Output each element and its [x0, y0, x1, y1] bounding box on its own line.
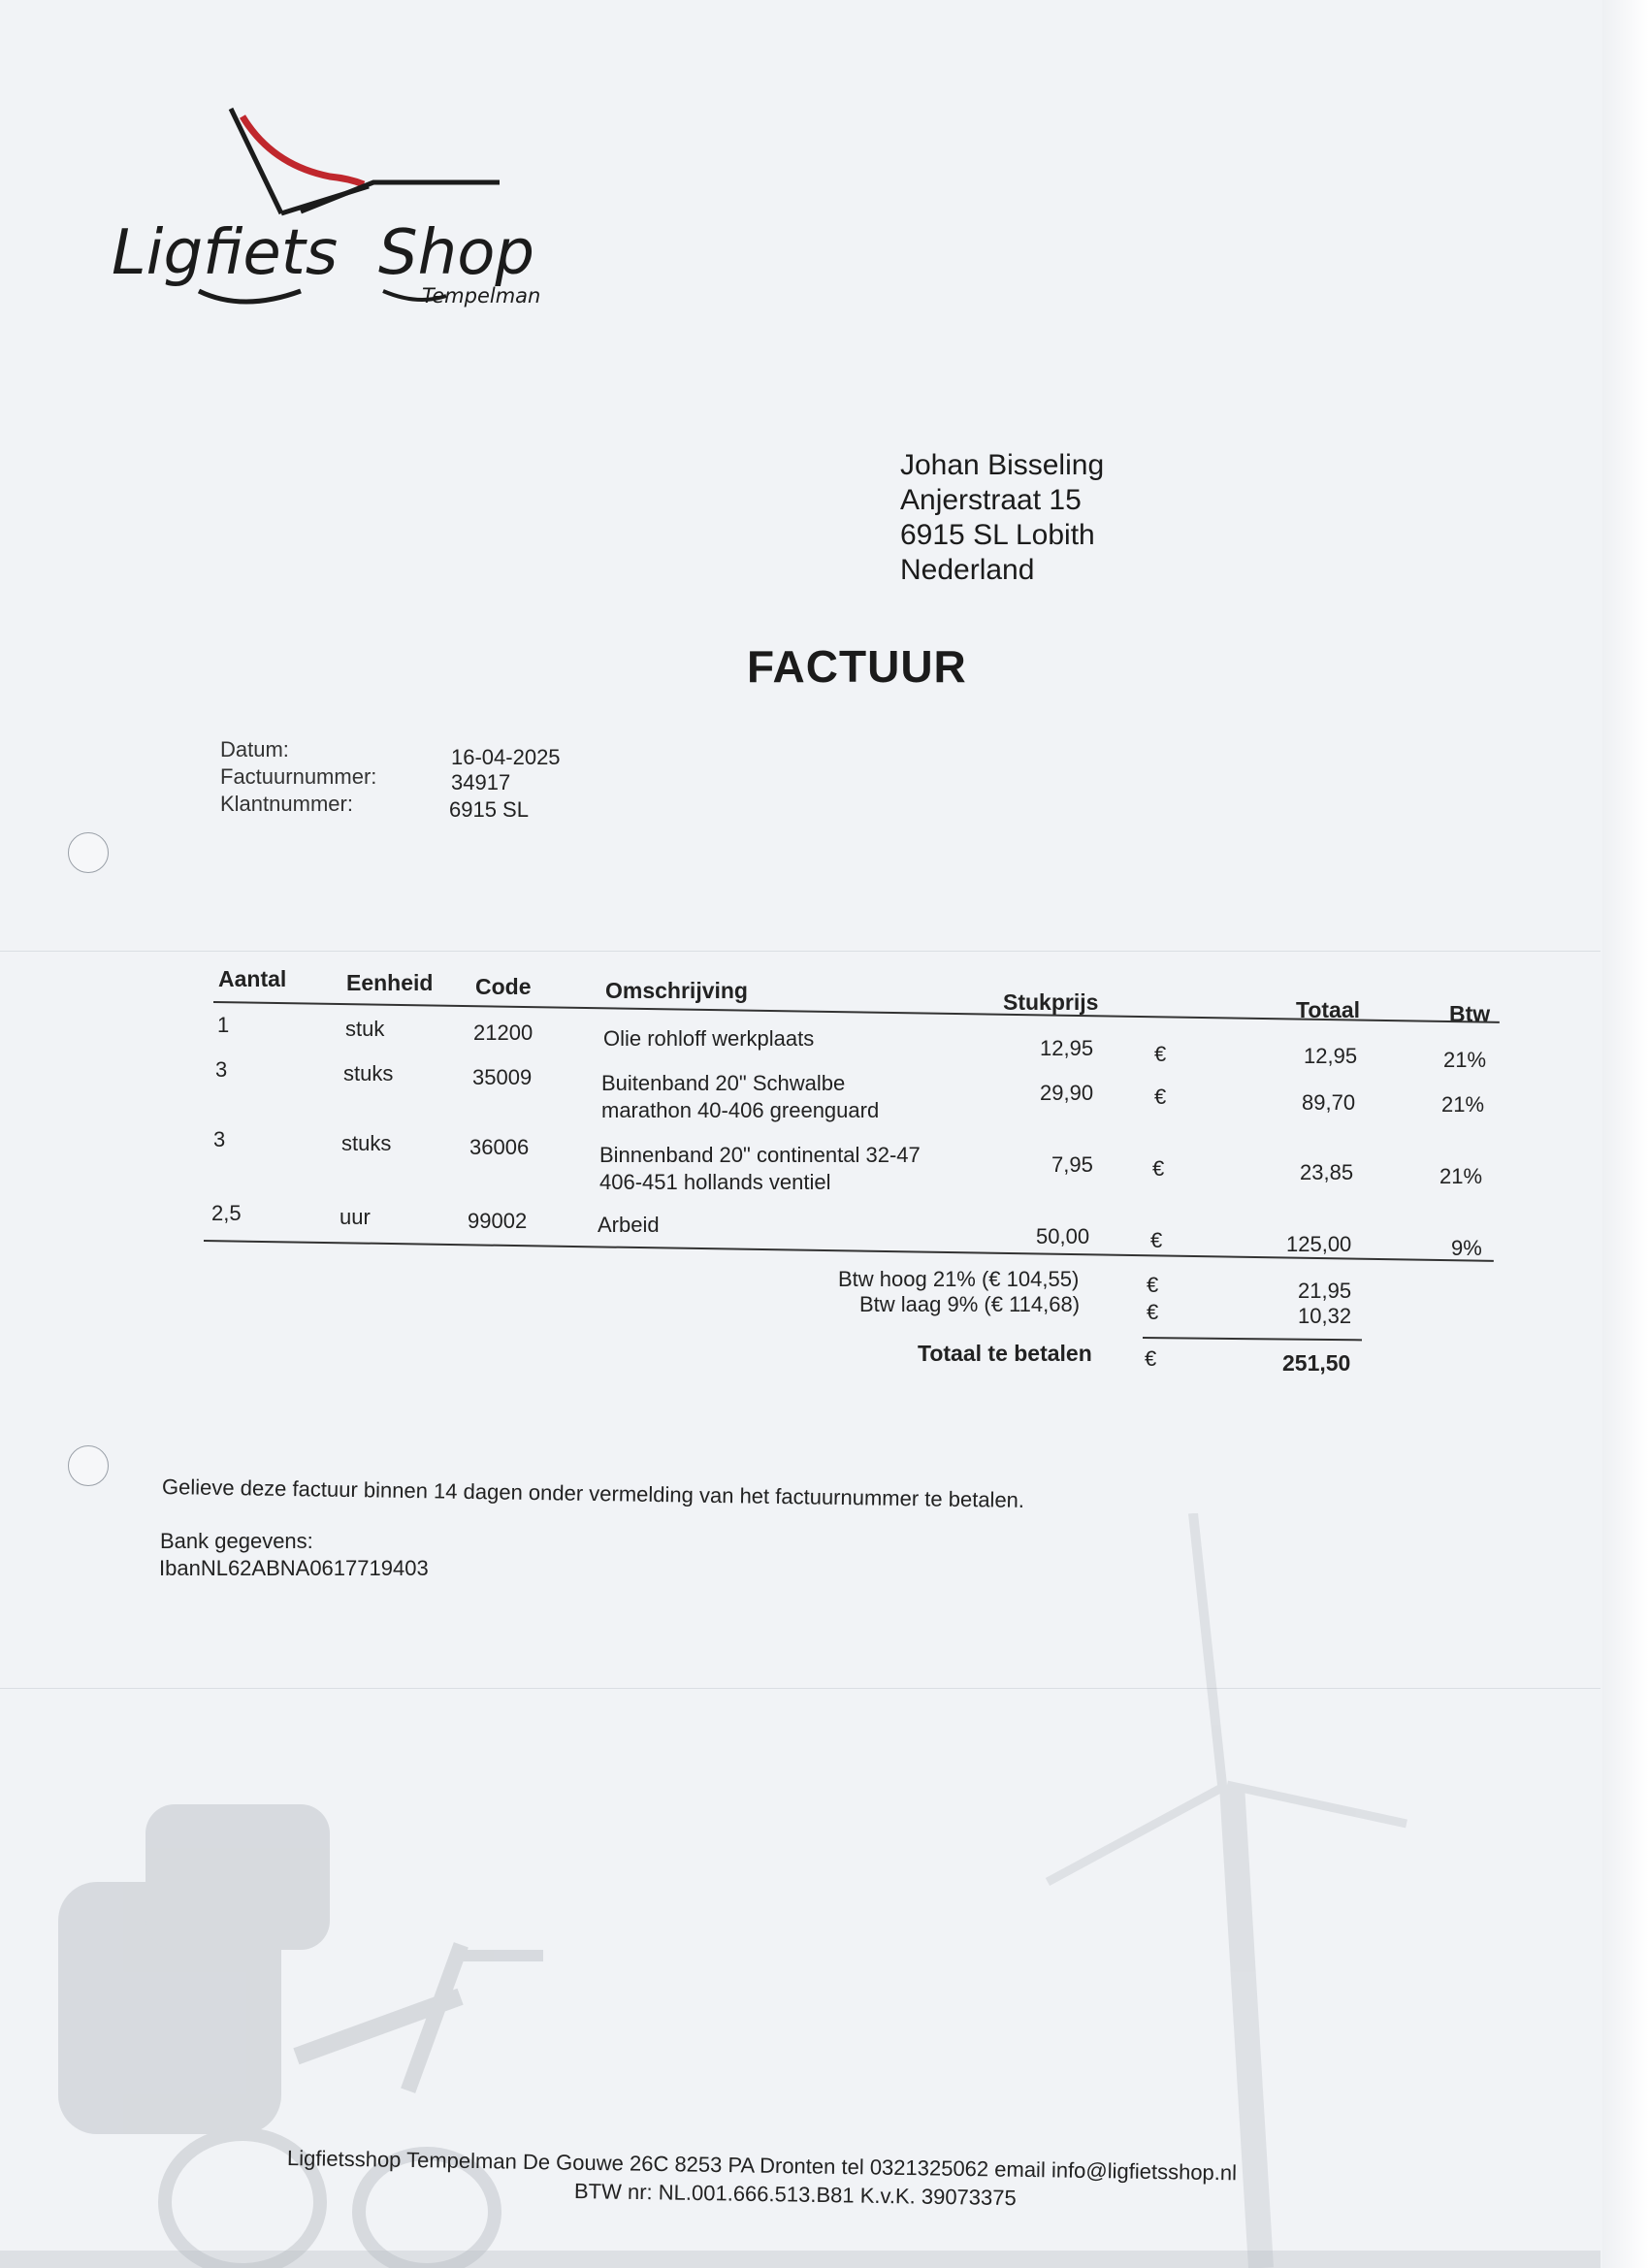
row-code: 35009: [472, 1065, 533, 1089]
total-label: Totaal te betalen: [918, 1341, 1092, 1366]
btw-high-currency: €: [1147, 1273, 1159, 1297]
row-eenheid: stuks: [343, 1061, 394, 1085]
logo-text-shop: Shop: [378, 217, 534, 289]
row-currency: €: [1150, 1228, 1163, 1252]
row-totaal: 125,00: [1286, 1232, 1352, 1256]
row-totaal: 12,95: [1304, 1044, 1358, 1068]
customer-number-value: 6915 SL: [449, 797, 529, 822]
total-rule: [1143, 1337, 1362, 1341]
btw-high-value: 21,95: [1298, 1279, 1352, 1303]
row-totaal: 23,85: [1300, 1160, 1354, 1184]
invoice-number-label: Factuurnummer:: [220, 764, 377, 789]
invoice-number-value: 34917: [451, 770, 511, 794]
row-code: 21200: [473, 1021, 534, 1045]
row-stukprijs: 7,95: [1051, 1152, 1093, 1177]
recipient-address: [900, 448, 1104, 588]
bank-label: Bank gegevens:: [160, 1529, 313, 1553]
column-header-code: Code: [475, 974, 532, 999]
document-title: FACTUUR: [747, 641, 967, 692]
row-btw: 21%: [1439, 1164, 1483, 1188]
punch-hole: [68, 832, 109, 873]
row-btw: 21%: [1441, 1092, 1485, 1117]
logo-text-sub: Tempelman: [422, 284, 541, 308]
row-stukprijs: 12,95: [1040, 1036, 1094, 1060]
row-omschrijving-line2: marathon 40-406 greenguard: [601, 1098, 880, 1122]
row-currency: €: [1152, 1156, 1165, 1181]
row-totaal: 89,70: [1302, 1090, 1356, 1115]
row-eenheid: stuk: [345, 1017, 385, 1041]
recipient-name: Johan Bisseling: [900, 449, 1105, 481]
row-eenheid: stuks: [341, 1131, 392, 1155]
column-header-btw: Btw: [1449, 1001, 1491, 1026]
row-code: 99002: [468, 1209, 528, 1233]
row-omschrijving: Olie rohloff werkplaats: [603, 1026, 815, 1051]
row-omschrijving-line2: 406-451 hollands ventiel: [599, 1170, 831, 1194]
ligfiets-shop-logo: [107, 97, 572, 320]
row-aantal: 2,5: [211, 1201, 242, 1225]
row-stukprijs: 50,00: [1036, 1224, 1090, 1248]
customer-number-label: Klantnummer:: [220, 792, 353, 816]
row-aantal: 3: [213, 1127, 226, 1151]
btw-low-value: 10,32: [1298, 1304, 1352, 1328]
row-omschrijving: Buitenband 20" Schwalbe: [601, 1071, 846, 1095]
btw-low-label: Btw laag 9% (€ 114,68): [859, 1292, 1081, 1316]
btw-high-label: Btw hoog 21% (€ 104,55): [838, 1267, 1080, 1291]
row-omschrijving: Binnenband 20" continental 32-47: [599, 1143, 921, 1167]
recipient-country: Nederland: [900, 554, 1035, 586]
total-currency: €: [1145, 1346, 1157, 1371]
punch-hole: [68, 1445, 109, 1486]
row-btw: 9%: [1451, 1236, 1482, 1260]
date-label: Datum:: [220, 737, 289, 761]
column-header-stukprijs: Stukprijs: [1003, 989, 1099, 1015]
column-header-aantal: Aantal: [218, 966, 287, 991]
btw-low-currency: €: [1147, 1300, 1159, 1324]
row-currency: €: [1154, 1042, 1167, 1066]
column-header-eenheid: Eenheid: [346, 970, 434, 995]
logo-text-main: Ligfiets: [112, 217, 339, 289]
row-code: 36006: [469, 1135, 530, 1159]
row-btw: 21%: [1443, 1048, 1487, 1072]
footer-registration: BTW nr: NL.001.666.513.B81 K.v.K. 39073375: [573, 2179, 1017, 2211]
row-stukprijs: 29,90: [1040, 1081, 1094, 1105]
date-value: 16-04-2025: [451, 745, 561, 769]
row-eenheid: uur: [340, 1205, 371, 1229]
row-omschrijving: Arbeid: [598, 1213, 660, 1237]
column-header-totaal: Totaal: [1296, 997, 1361, 1022]
fold-line: [0, 951, 1600, 952]
page-edge: [1602, 0, 1649, 2268]
row-aantal: 3: [215, 1057, 228, 1082]
payment-note: Gelieve deze factuur binnen 14 dagen onder vermelding van het factuurnummer te betalen.: [161, 1474, 1025, 1512]
row-aantal: 1: [217, 1013, 230, 1037]
recipient-street: Anjerstraat 15: [900, 484, 1082, 516]
column-header-omschrijving: Omschrijving: [605, 978, 748, 1003]
recipient-city: 6915 SL Lobith: [900, 519, 1095, 551]
row-currency: €: [1154, 1085, 1167, 1109]
footer-address: Ligfietsshop Tempelman De Gouwe 26C 8253 PA Dronten tel 0321325062 email info@ligfietsshop.nl: [286, 2146, 1238, 2186]
total-value: 251,50: [1282, 1350, 1351, 1376]
iban-value: IbanNL62ABNA0617719403: [159, 1556, 429, 1580]
